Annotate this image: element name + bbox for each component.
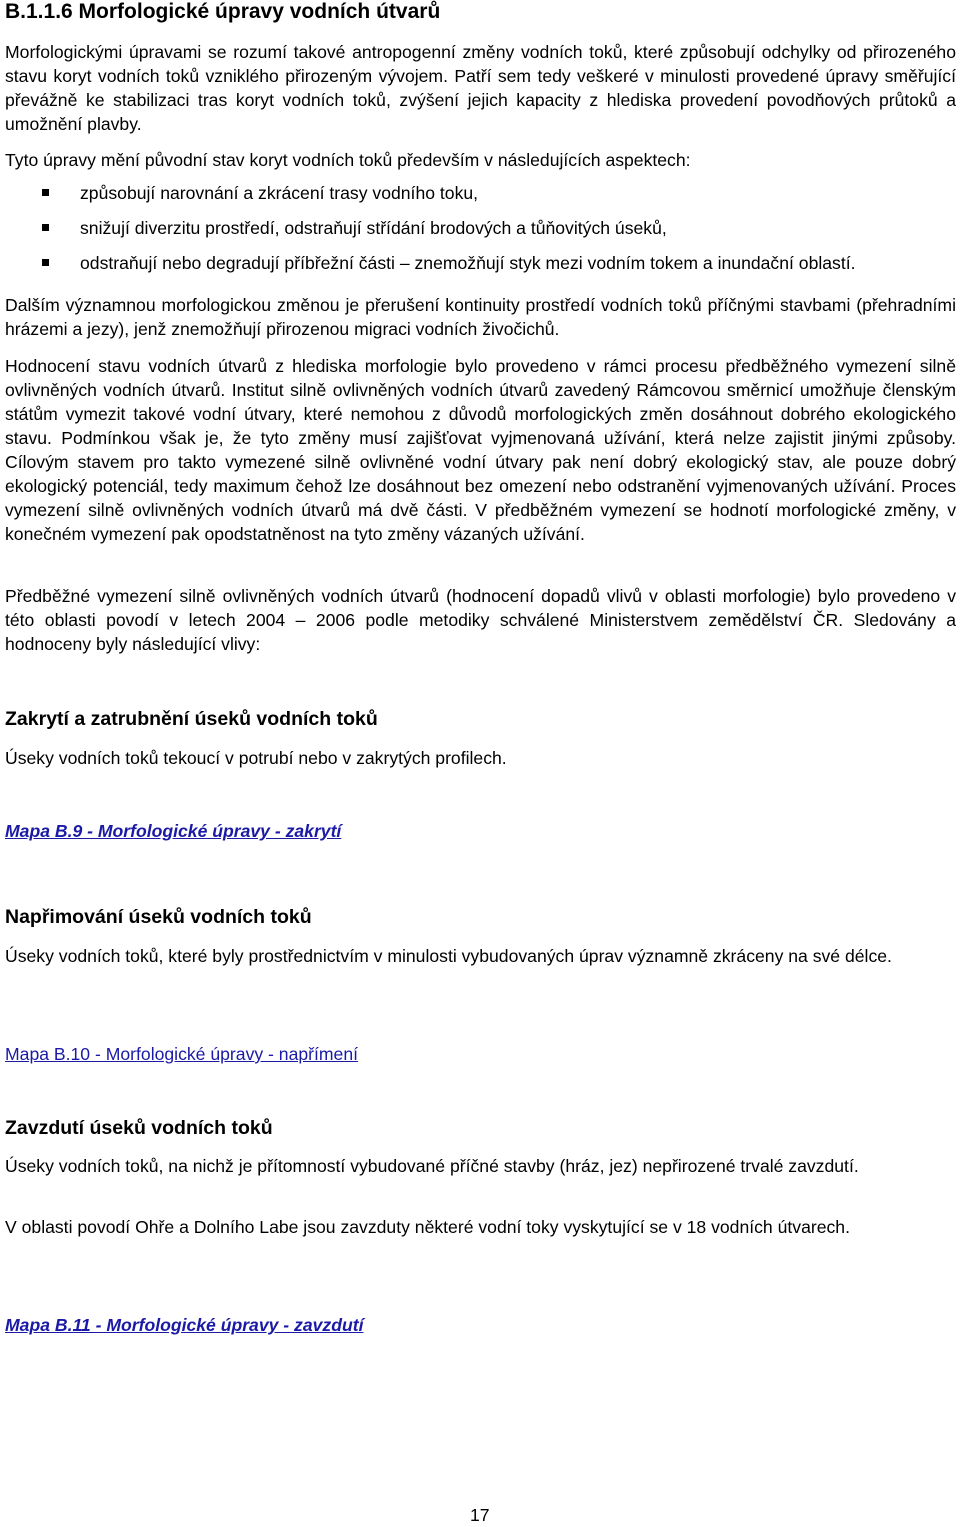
subsection-text-impoundment-2 bbox=[5, 1215, 956, 1239]
paragraph-text: Úseky vodních toků, na nichž je přítomností vybudované příčné stavby (hráz, jez) nepřirozené trvalé zavzdutí. bbox=[5, 1156, 859, 1176]
subsection-text-impoundment bbox=[5, 1154, 956, 1178]
paragraph-text: Morfologickými úpravami se rozumí takové antropogenní změny vodních toků, které způsobují odchylky od přirozeného stavu koryt vodních toků vzniklého přirozeným vývojem. Patří sem tedy veškeré v minulosti provedené úpravy směřující převážně ke stabilizaci tras koryt vodních toků, zvýšení jejich kapacity z hlediska provedení povodňových průtoků a umožnění plavby. bbox=[5, 42, 956, 134]
paragraph-text: Dalším významnou morfologickou změnou je přerušení kontinuity prostředí vodních toků příčnými stavbami (přehradními hrázemi a jezy), jenž znemožňují přirozenou migraci vodních živočichů. bbox=[5, 295, 956, 339]
preliminary-paragraph bbox=[5, 584, 956, 656]
map-link-b10[interactable]: Mapa B.10 - Morfologické úpravy - napřímení bbox=[5, 1044, 359, 1064]
map-link-b11[interactable]: Mapa B.11 - Morfologické úpravy - zavzdutí bbox=[5, 1315, 364, 1335]
subsection-text-straightening bbox=[5, 944, 956, 968]
paragraph-text: Tyto úpravy mění původní stav koryt vodních toků především v následujících aspektech: bbox=[5, 150, 691, 170]
list-item-text: snižují diverzitu prostředí, odstraňují střídání brodových a tůňovitých úseků, bbox=[80, 218, 667, 238]
page-number: 17 bbox=[470, 1505, 490, 1525]
paragraph-text: Předběžné vymezení silně ovlivněných vodních útvarů (hodnocení dopadů vlivů v oblasti morfologie) bylo provedeno v této oblasti povodí v letech 2004 – 2006 podle metodiky schválené Ministerstvem zemědělství ČR. Sledovány a hodnoceny byly následující vlivy: bbox=[5, 586, 956, 654]
subsection-heading-straightening: Napřimování úseků vodních toků bbox=[5, 906, 312, 928]
intro-paragraph-1 bbox=[5, 40, 956, 136]
list-item-text: způsobují narovnání a zkrácení trasy vodního toku, bbox=[80, 183, 479, 203]
paragraph-text: Hodnocení stavu vodních útvarů z hlediska morfologie bylo provedeno v rámci procesu předběžného vymezení silně ovlivněných vodních útvarů. Institut silně ovlivněných vodních útvarů zavedený Rámcovou směrnicí umožňuje členským státům vymezit takové vodní útvary, které nemohou z důvodů morfologických změn dosáhnout dobrého ekologického stavu. Podmínkou však je, že tyto změny musí zajišťovat vyjmenovaná užívání, která nelze zajistit jinými způsoby. Cílovým stavem pro takto vymezené silně ovlivněné vodní útvary pak není dobrý ekologický stav, ale pouze dobrý ekologický potenciál, tedy maximum čehož lze dosáhnout bez omezení nebo odstranění vyjmenovaných užívání. Proces vymezení silně ovlivněných vodních útvarů má dvě části. V předběžném vymezení se hodnotí morfologické změny, v konečném vymezení pak opodstatněnost na tyto změny vázaných užívání. bbox=[5, 356, 956, 544]
assessment-paragraph bbox=[5, 354, 956, 546]
square-bullet-icon bbox=[42, 189, 49, 196]
intro-paragraph-2 bbox=[5, 148, 956, 172]
subsection-text-covering bbox=[5, 746, 956, 770]
square-bullet-icon bbox=[42, 224, 49, 231]
paragraph-text: Úseky vodních toků tekoucí v potrubí nebo v zakrytých profilech. bbox=[5, 748, 507, 768]
subsection-heading-impoundment: Zavzdutí úseků vodních toků bbox=[5, 1117, 273, 1139]
section-title: B.1.1.6 Morfologické úpravy vodních útvarů bbox=[5, 0, 441, 23]
list-item-text: odstraňují nebo degradují příbřežní části – znemožňují styk mezi vodním tokem a inundační oblastí. bbox=[80, 253, 856, 273]
list-item bbox=[5, 181, 956, 216]
paragraph-text: Úseky vodních toků, které byly prostřednictvím v minulosti vybudovaných úprav významně zkráceny na své délce. bbox=[5, 946, 892, 966]
subsection-heading-covering: Zakrytí a zatrubnění úseků vodních toků bbox=[5, 708, 378, 730]
square-bullet-icon bbox=[42, 259, 49, 266]
aspects-list bbox=[5, 181, 956, 286]
list-item bbox=[5, 216, 956, 251]
paragraph-text: V oblasti povodí Ohře a Dolního Labe jsou zavzduty některé vodní toky vyskytující se v 18 vodních útvarech. bbox=[5, 1217, 850, 1237]
list-item bbox=[5, 251, 956, 286]
map-link-b9[interactable]: Mapa B.9 - Morfologické úpravy - zakrytí bbox=[5, 821, 342, 841]
continuity-paragraph bbox=[5, 293, 956, 341]
